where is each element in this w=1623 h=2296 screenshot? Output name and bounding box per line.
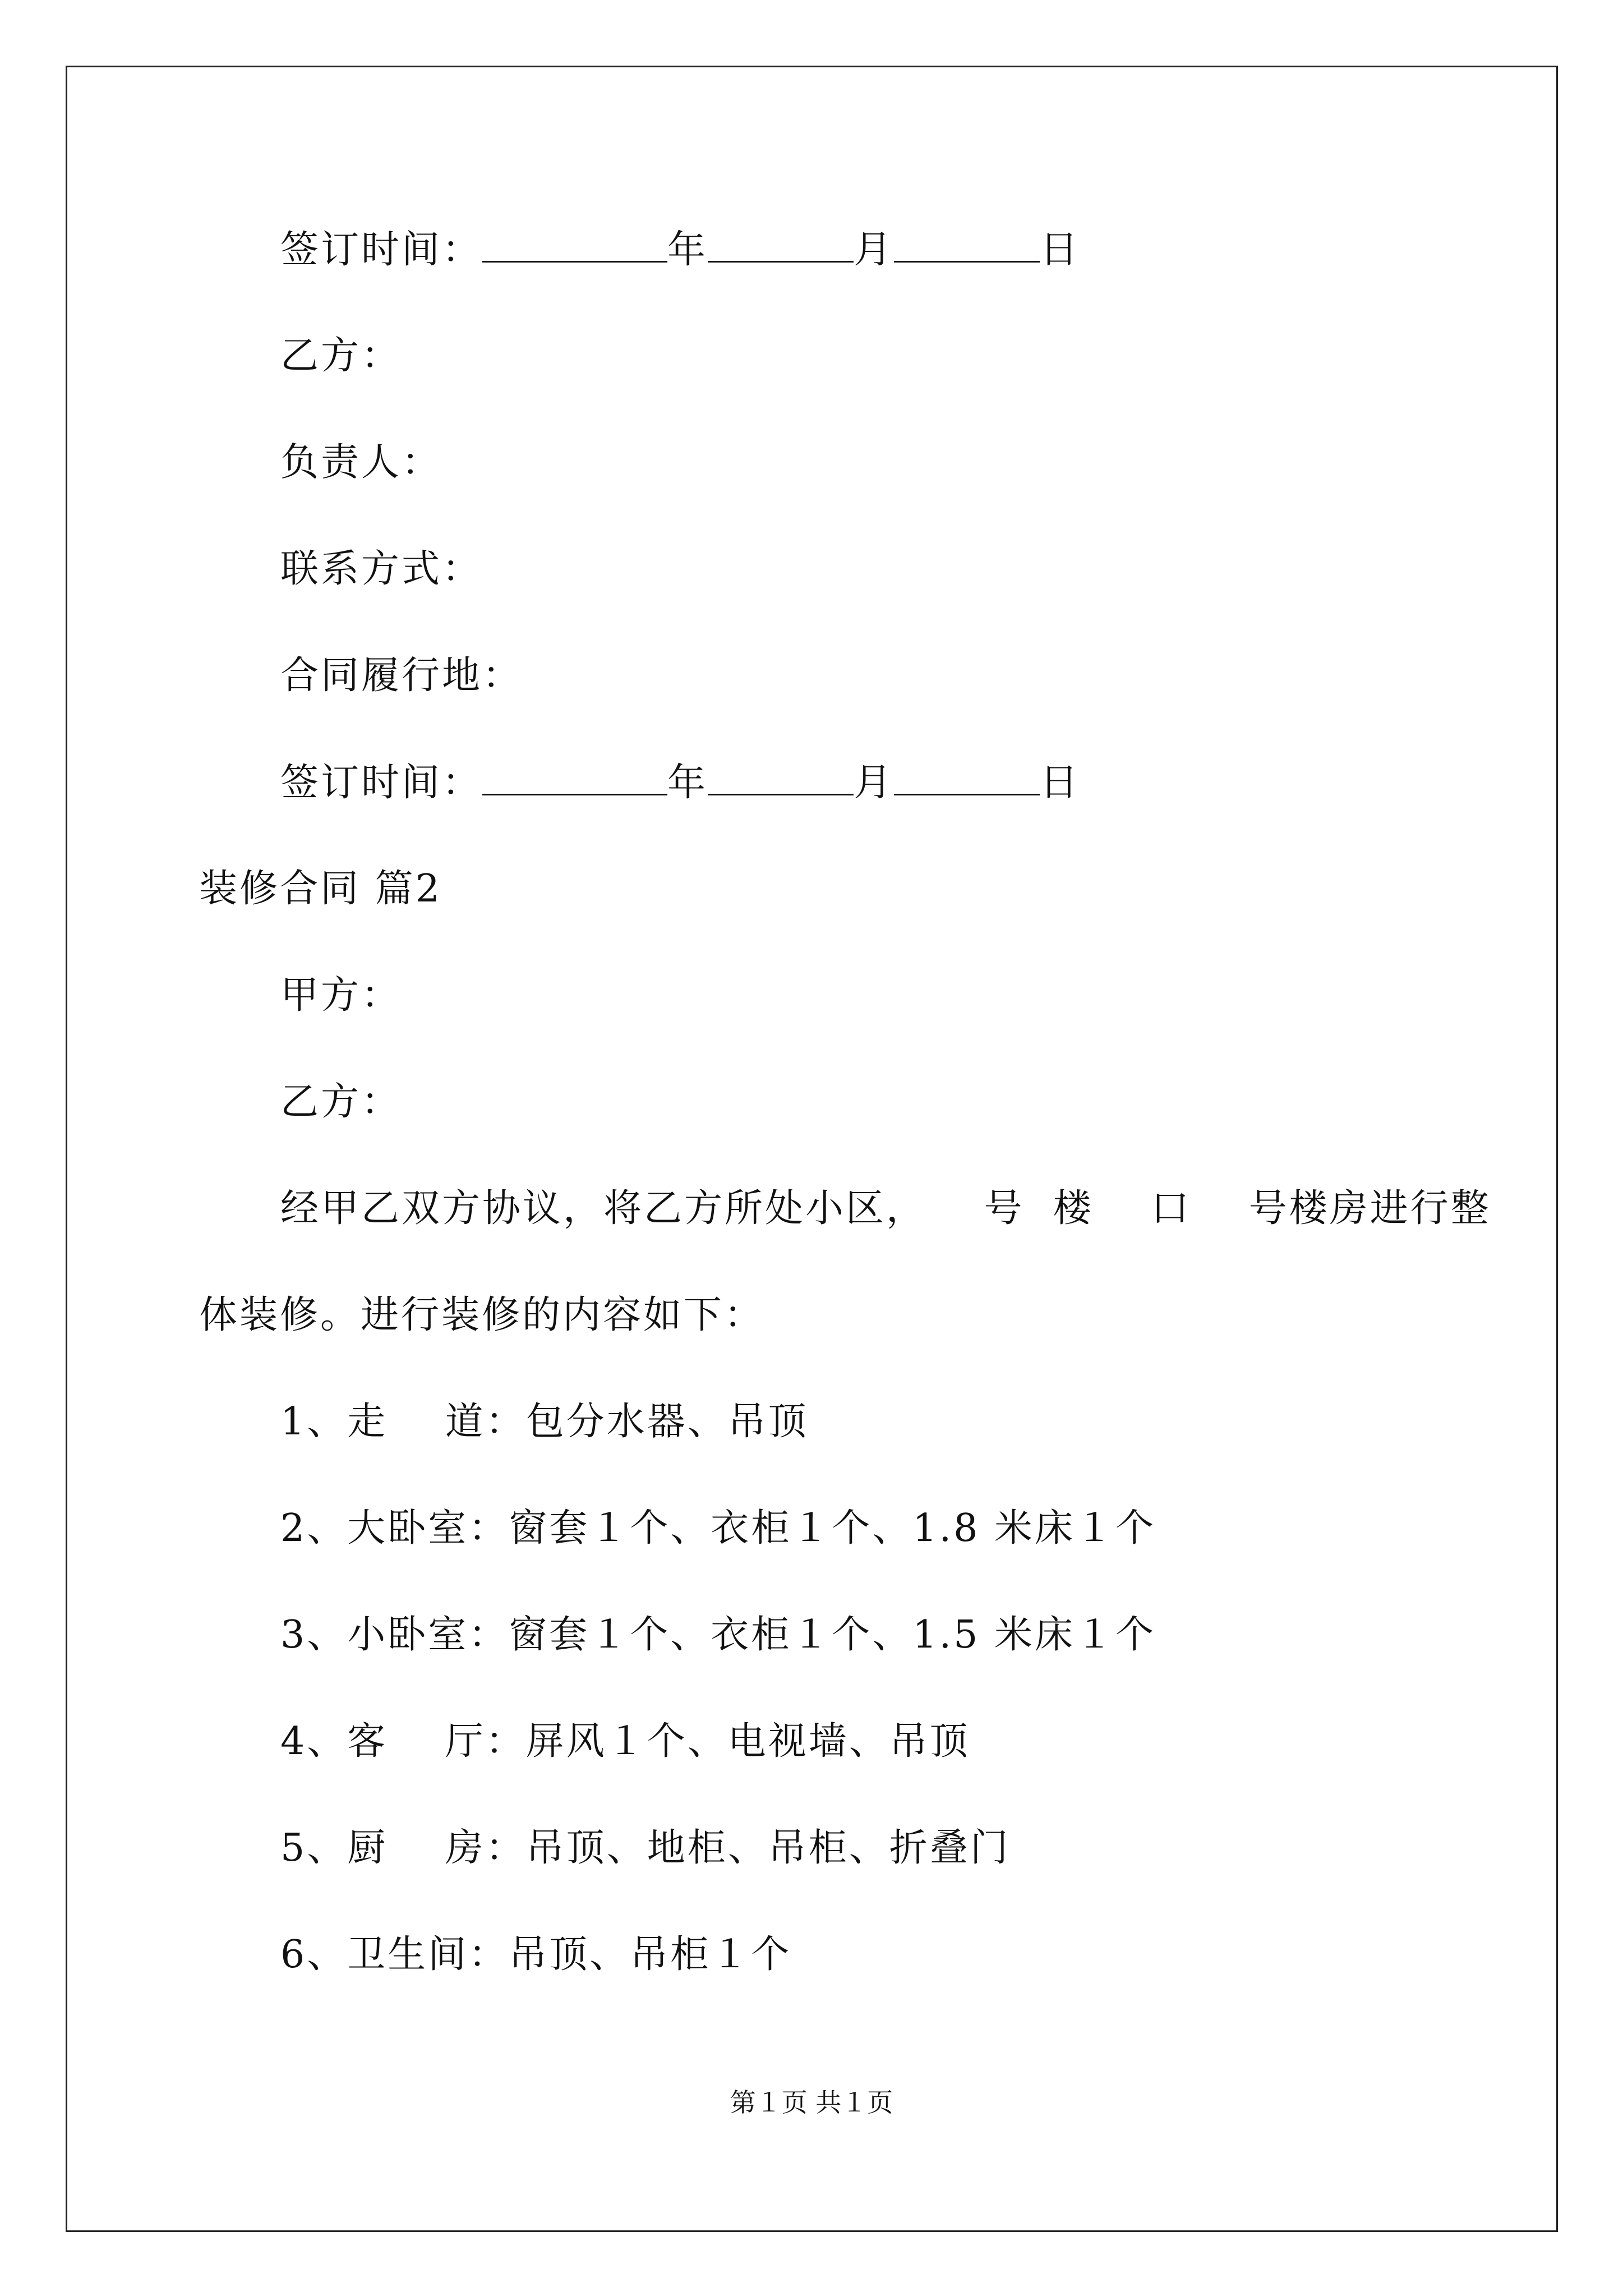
sign-date-label-2: 签订时间：	[280, 761, 483, 805]
page-footer: 第１页 共１页	[730, 2087, 893, 2118]
sign-date-label: 签订时间：	[280, 228, 483, 272]
list-item: 6、卫生间：吊顶、吊柜１个	[280, 1932, 792, 1977]
month-label: 月	[854, 228, 895, 272]
person-in-charge-line: 负责人：	[280, 440, 442, 485]
intro-line-1: 经甲乙双方协议，将乙方所处小区， 号 楼 口 号楼房进行整	[280, 1186, 1491, 1231]
month-label-2: 月	[854, 761, 895, 805]
party-b-line: 乙方：	[280, 334, 402, 378]
year-label: 年	[667, 228, 708, 272]
intro-line-2: 体装修。进行装修的内容如下：	[199, 1293, 765, 1337]
section-heading: 装修合同 篇2	[199, 867, 442, 911]
day-label-2: 日	[1040, 761, 1081, 805]
day-label: 日	[1040, 228, 1081, 272]
list-item: 4、客 厅：屏风１个、电视墙、吊顶	[280, 1719, 970, 1764]
contact-line: 联系方式：	[280, 547, 483, 591]
list-item: 3、小卧室：窗套１个、衣柜１个、1.5 米床１个	[280, 1613, 1156, 1657]
year-blank-2	[482, 760, 667, 795]
sign-date-line	[280, 227, 1080, 273]
list-item: 2、大卧室：窗套１个、衣柜１个、1.8 米床１个	[280, 1506, 1156, 1550]
sign-date-line-2	[280, 760, 1080, 806]
year-blank	[482, 227, 667, 263]
page-border	[66, 66, 1558, 2232]
performance-place-line: 合同履行地：	[280, 654, 523, 698]
month-blank-2	[708, 760, 854, 795]
party-b-line-2: 乙方：	[280, 1080, 402, 1124]
day-blank-2	[894, 760, 1040, 795]
list-item: 1、走 道：包分水器、吊顶	[280, 1400, 809, 1444]
party-a-line: 甲方：	[280, 973, 402, 1018]
month-blank	[708, 227, 854, 263]
year-label-2: 年	[667, 761, 708, 805]
list-item: 5、厨 房：吊顶、地柜、吊柜、折叠门	[280, 1826, 1011, 1870]
day-blank	[894, 227, 1040, 263]
